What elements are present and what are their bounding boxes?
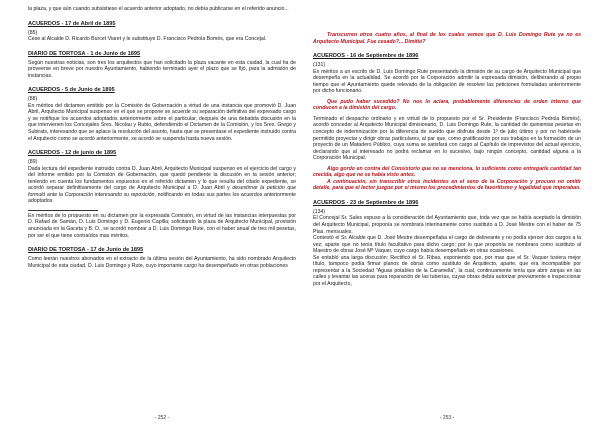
left-heading-diario-1-junio: DIARIO DE TORTOSA - 1 de Junio de 1895 — [28, 50, 141, 57]
left-heading-acuerdos-5-junio: ACUERDOS - 5 de Junio de 1895 — [28, 87, 115, 94]
left-separator-line — [28, 210, 98, 211]
left-page — [28, 0, 296, 424]
right-paragraph-dimision: En méritos a un escrito de D. Luis Domingo Rute presentando la dimisión de su cargo de Arquitecto Municipal que desempeña en la actualidad. Se acordó por la Corporación admitir la expresada dimisión, deliberando al propio tiempo que el Ayuntamiento quede relevado de la obligación de resolver las peticiones formuladas anteriormente por dicho funcionario. — [313, 68, 581, 95]
right-heading-acuerdos-23-septiembre: ACUERDOS - 23 de Septiembre de 1896 — [313, 199, 419, 206]
left-paragraph-expediente-part-a: Dada lectura del expediente instruido contra D. Juan Abril, Arquitecto Municipal suspenso en el ejercicio del cargo y del informe emitido por la Comisión de Gobernación, que quedó pendiente la discusión en la sesión anterior; teniendo en cuenta los fundamentos expuestos en el referido dictamen y lo que resulta del citado expediente, se acordó separar definitivamente del cargo de Arquitecto Municipal a D. Juan Abril y — [28, 165, 296, 192]
left-paragraph-expediente — [28, 166, 296, 205]
left-heading-acuerdos-17-abril: ACUERDOS - 17 de Abril de 1895 — [28, 20, 116, 27]
left-paragraph-cese-alcalde: Cese al Alcalde D. Ricardo Burcet Viaret y le substituye D. Francisco Pedrola Bomés, que era Concejal. — [28, 36, 267, 43]
right-paragraph-contesto-alcalde: Contestó el Sr. Alcalde que D. José Mestre desempeñaba el cargo de delineante y no podía ejercer dos cargos a la vez; aparte que no tenía título facultativo para dicho cargo; por lo que proponía se nombrara como sustituto al Maestro de obras José Mª Vaquer, cuyo cargo había desempeñado en otras ocasiones. — [313, 235, 581, 255]
left-paragraph-como-leeran: Como leerán nuestros abonados en el extracto de la última sesión del Ayuntamiento, ha sido nombrado Arquitecto Municipal de esta ciudad, D. Luis Domingo y Rute, cuyo importante cargo ha desempeñado en otras poblaciones — [28, 256, 296, 269]
right-page-number: - 253 - — [439, 415, 455, 421]
right-entry-number-134: (134) — [313, 208, 326, 215]
right-entry-number-131: (131) — [313, 62, 326, 69]
right-heading-acuerdos-16-septiembre: ACUERDOS - 16 de Septiembre de 1896 — [313, 53, 419, 60]
left-paragraph-expediente-italic: desestimar la petición que formuló ante la Corporación interesando su reposición — [28, 185, 296, 198]
right-commentary-que-pudo: Que pudo haber sucedido? No nos lo aclara, probablemente diferencias de orden interno que conducen a la dimisión del cargo. — [313, 98, 581, 112]
left-paragraph-expediente-part-c: , notificando en todas sus partes los acuerdos anteriormente adoptados. — [28, 191, 296, 205]
left-intro-paragraph: la plaza, y que aún cuando subsistiese el acuerdo anterior adoptado, no debía publicarse en el referido anuncio... — [28, 6, 289, 12]
right-page — [313, 0, 581, 424]
right-commentary-algo-gordo: Algo gordo en contra del Consistorio que no se menciona, lo suficiente como entregarle cantidad tan crecida, algo que no se había visto antes. — [313, 165, 581, 179]
left-entry-number-88: (88) — [28, 96, 38, 103]
right-paragraph-concejal-sales: El Concejal Sr. Sales expuso a la consideración del Ayuntamiento que, toda vez que se había aceptado la dimisión del Arquitecto Municipal, proponía se nombrara interinamente como sustituto a D. José Mestre con el haber de 75 Ptas. mensuales. — [313, 215, 581, 235]
left-entry-number-85: (85) — [28, 29, 38, 36]
left-entry-number-89: (89) — [28, 159, 38, 166]
left-heading-diario-17-junio: DIARIO DE TORTOSA - 17 de Junio de 1895 — [28, 247, 144, 254]
left-paragraph-dictamen: En méritos del dictamen emitido por la Comisión de Gobernación a virtud de una instancia que promovió D. Juan Abril, Arquitecto Municipal suspenso en el que se propone se acuerde su separación definitiva del expresado cargo y se notifique los acuerdos adoptados anteriormente sobre el particular, después de una debatida discusión en la que intervienen los Concejales Sres. Nicolau y Rubio, defendiendo el Dictamen de la Comisión, y los Sres. Grego y Subirats, interesando que se aplace la resolución del asunto, hasta que se presentase el expediente instruido contra el Arquitecto como se acordó anteriormente, se acordó se suspenda hasta nueva sesión. — [28, 102, 296, 142]
left-paragraph-arquitectos: Según nuestras noticias, son tres los arquitectos que han solicitado la plaza vacante en esta ciudad, la cual ha de proveerse en breve por nuestro Ayuntamiento, habiendo terminado ayer el plazo que se fijó, para la admisión de instancias. — [28, 59, 296, 79]
right-paragraph-indemnizacion: Terminado el despacho ordinario y en virtud de lo propuesto por el Sr. Presidente (Francisco Pedrola Bomés), acordó conceder al Arquitecto Municipal dimisionario, D. Luis Domingo Rute, la cantidad de quinientas pesetas en concepto de indemnización por la diferencia de sueldo que disfruta desde 1º de julio último y por no habérsele permitido proyectar y dirigir obras particulares, al par que, como gratificación por sus trabajos en la formación de un proyecto de un Matadero Público, cuya suma se satisfará con cargo al Capítulo de imprevistos del actual ejercicio, declarando que al interesado no podrá reclamar en lo sucesivo, bajo ningún concepto, cantidad alguna a la Corporación Municipal. — [313, 115, 581, 162]
left-heading-acuerdos-12-junio: ACUERDOS - 12 de junio de 1895 — [28, 150, 117, 157]
right-paragraph-larga-discusion: Se entabló una larga discusión: Rectificó el Sr. Ribas, exponiendo que, por mas que el Sr. Vaquer tuviera mejor título, tampoco podía firmar planos de obras como sustituto de Arquitecto, aparte, que era incompatible por representar a la Sociedad "Aguas potables de la Caramella", la cual, continuamente tenía que abrir zanjas en las calles y levantar las aceras para reparación de las tuberías, cuyas obras debía autorizar previamente e inspeccionar por el Arquitecto, — [313, 254, 581, 287]
right-commentary-transcurren: Transcurren otros cuatro años, al final de los cuales vemos que D. Luis Domingo Rute ya no es Arquitecto Municipal. Fue cesado?... Dimitió? — [313, 32, 581, 45]
left-paragraph-nombramiento: En méritos de lo propuesto en su dictamen por la expresada Comisión, en virtud de las instancias interpuestas por D. Rafael de Samán, D. Luis Domingo y D. Eugenio Capilla; solicitando la plaza de Arquitecto Municipal, provisión anunciada en la Gaceta y B. O., se acordó nombrar a D. Luis Domingo Rute, con el haber anual de tres mil pesetas, por ser el que tiene contraídos mas méritos. — [28, 212, 296, 239]
left-page-number: - 252 - — [154, 415, 170, 421]
right-commentary-a-continuacion: A continuación, sin transcribir otros incidentes en el seno de la Corporación y procuro no omitir detalle, para que el lector juzgue por sí mismo los procedimientos de favoritismo y legalidad que imperaban. — [313, 178, 581, 192]
